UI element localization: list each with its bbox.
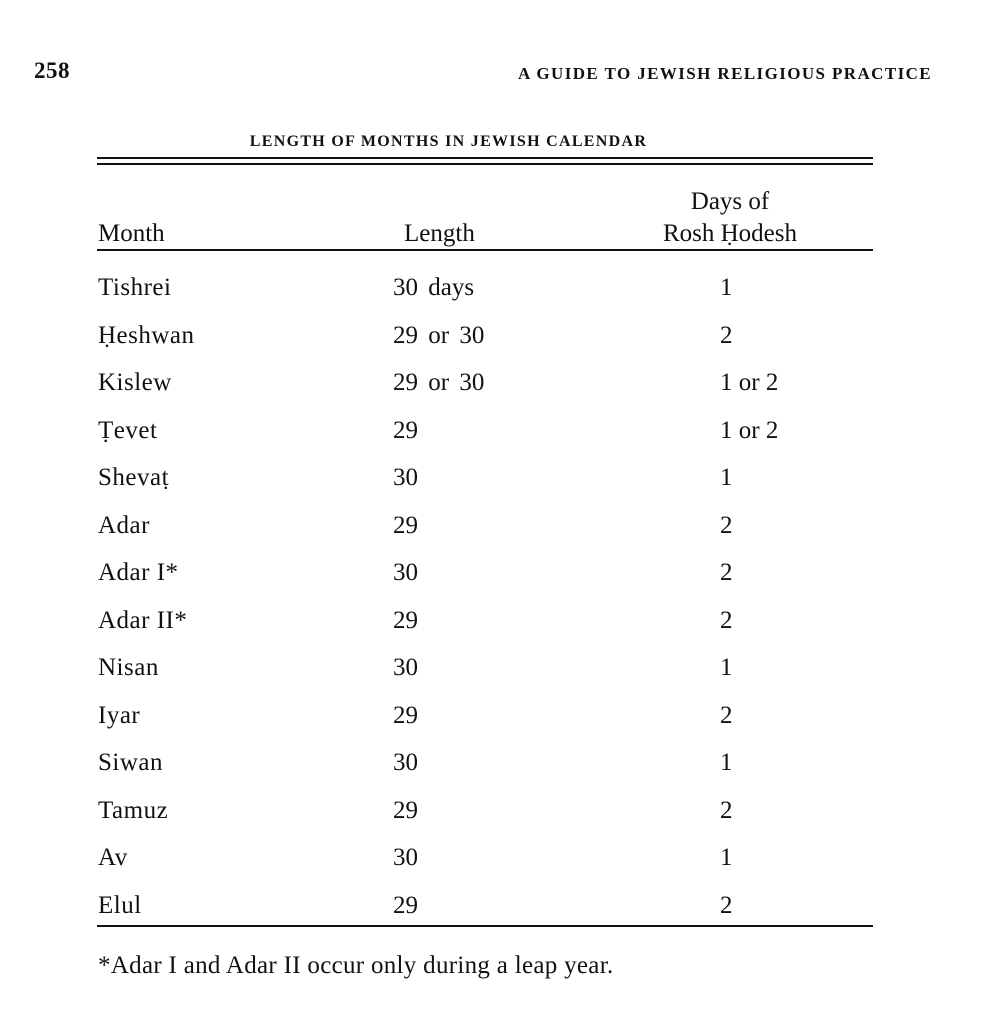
length-cell: 29 [393,416,418,444]
rosh-hodesh-cell: 2 [720,796,733,824]
rosh-hodesh-cell: 2 [720,511,733,539]
table-top-rule-2 [97,163,873,165]
footnote: *Adar I and Adar II occur only during a leap year. [98,952,614,979]
month-cell: Siwan [98,749,163,776]
length-cell: 30 [393,464,418,491]
table-title: LENGTH OF MONTHS IN JEWISH CALENDAR [249,133,648,150]
month-cell: Tamuz [98,796,169,824]
header-rule [97,249,873,251]
length-cell: 29 [393,891,418,919]
table-row [0,840,982,888]
table-top-rule [97,157,873,159]
length-cell: 29 or 30 [393,369,485,396]
table-row [0,270,982,318]
length-cell: 29 or 30 [393,321,485,349]
month-cell: Iyar [98,701,141,729]
table-row [0,888,982,936]
table-row [0,698,982,746]
month-cell: Adar I* [98,559,179,586]
month-cell: Adar II* [98,606,188,634]
table-row [0,508,982,556]
month-cell: Elul [98,891,142,919]
month-cell: Ḥeshwan [98,321,195,349]
month-cell: Av [98,844,128,871]
page-number: 258 [34,58,70,83]
table-body [0,270,982,935]
column-header-rosh-line2: Rosh Ḥodesh [662,220,798,247]
length-cell: 30 days [393,274,475,301]
length-cell: 30 [393,559,418,586]
rosh-hodesh-cell: 1 or 2 [720,369,779,396]
rosh-hodesh-cell: 1 or 2 [720,416,779,444]
rosh-hodesh-cell: 2 [720,606,733,634]
column-header-rosh-hodesh [620,186,840,250]
rosh-hodesh-cell: 2 [720,559,733,586]
length-cell: 30 [393,844,418,871]
length-cell: 29 [393,511,418,539]
length-cell: 29 [393,701,418,729]
month-cell: Shevaṭ [98,464,170,491]
rosh-hodesh-cell: 1 [720,654,733,681]
table-bottom-rule [97,925,873,927]
table-row [0,413,982,461]
length-cell: 30 [393,654,418,681]
running-head: A GUIDE TO JEWISH RELIGIOUS PRACTICE [518,64,932,83]
rosh-hodesh-cell: 2 [720,321,733,349]
table-row [0,603,982,651]
table-row [0,555,982,603]
table-row [0,745,982,793]
column-header-rosh-line1: Days of [690,188,770,215]
rosh-hodesh-cell: 1 [720,274,733,301]
table-row [0,318,982,366]
rosh-hodesh-cell: 1 [720,749,733,776]
month-cell: Tishrei [98,274,172,301]
length-cell: 30 [393,749,418,776]
table-row [0,460,982,508]
month-cell: Ṭevet [98,416,158,444]
table-row [0,650,982,698]
month-cell: Adar [98,511,150,539]
table-row [0,793,982,841]
table-row [0,365,982,413]
column-header-month: Month [98,220,165,247]
rosh-hodesh-cell: 2 [720,701,733,729]
month-cell: Kislew [98,369,172,396]
rosh-hodesh-cell: 2 [720,891,733,919]
month-cell: Nisan [98,654,159,681]
length-cell: 29 [393,606,418,634]
rosh-hodesh-cell: 1 [720,844,733,871]
column-header-length: Length [404,220,475,247]
length-cell: 29 [393,796,418,824]
rosh-hodesh-cell: 1 [720,464,733,491]
